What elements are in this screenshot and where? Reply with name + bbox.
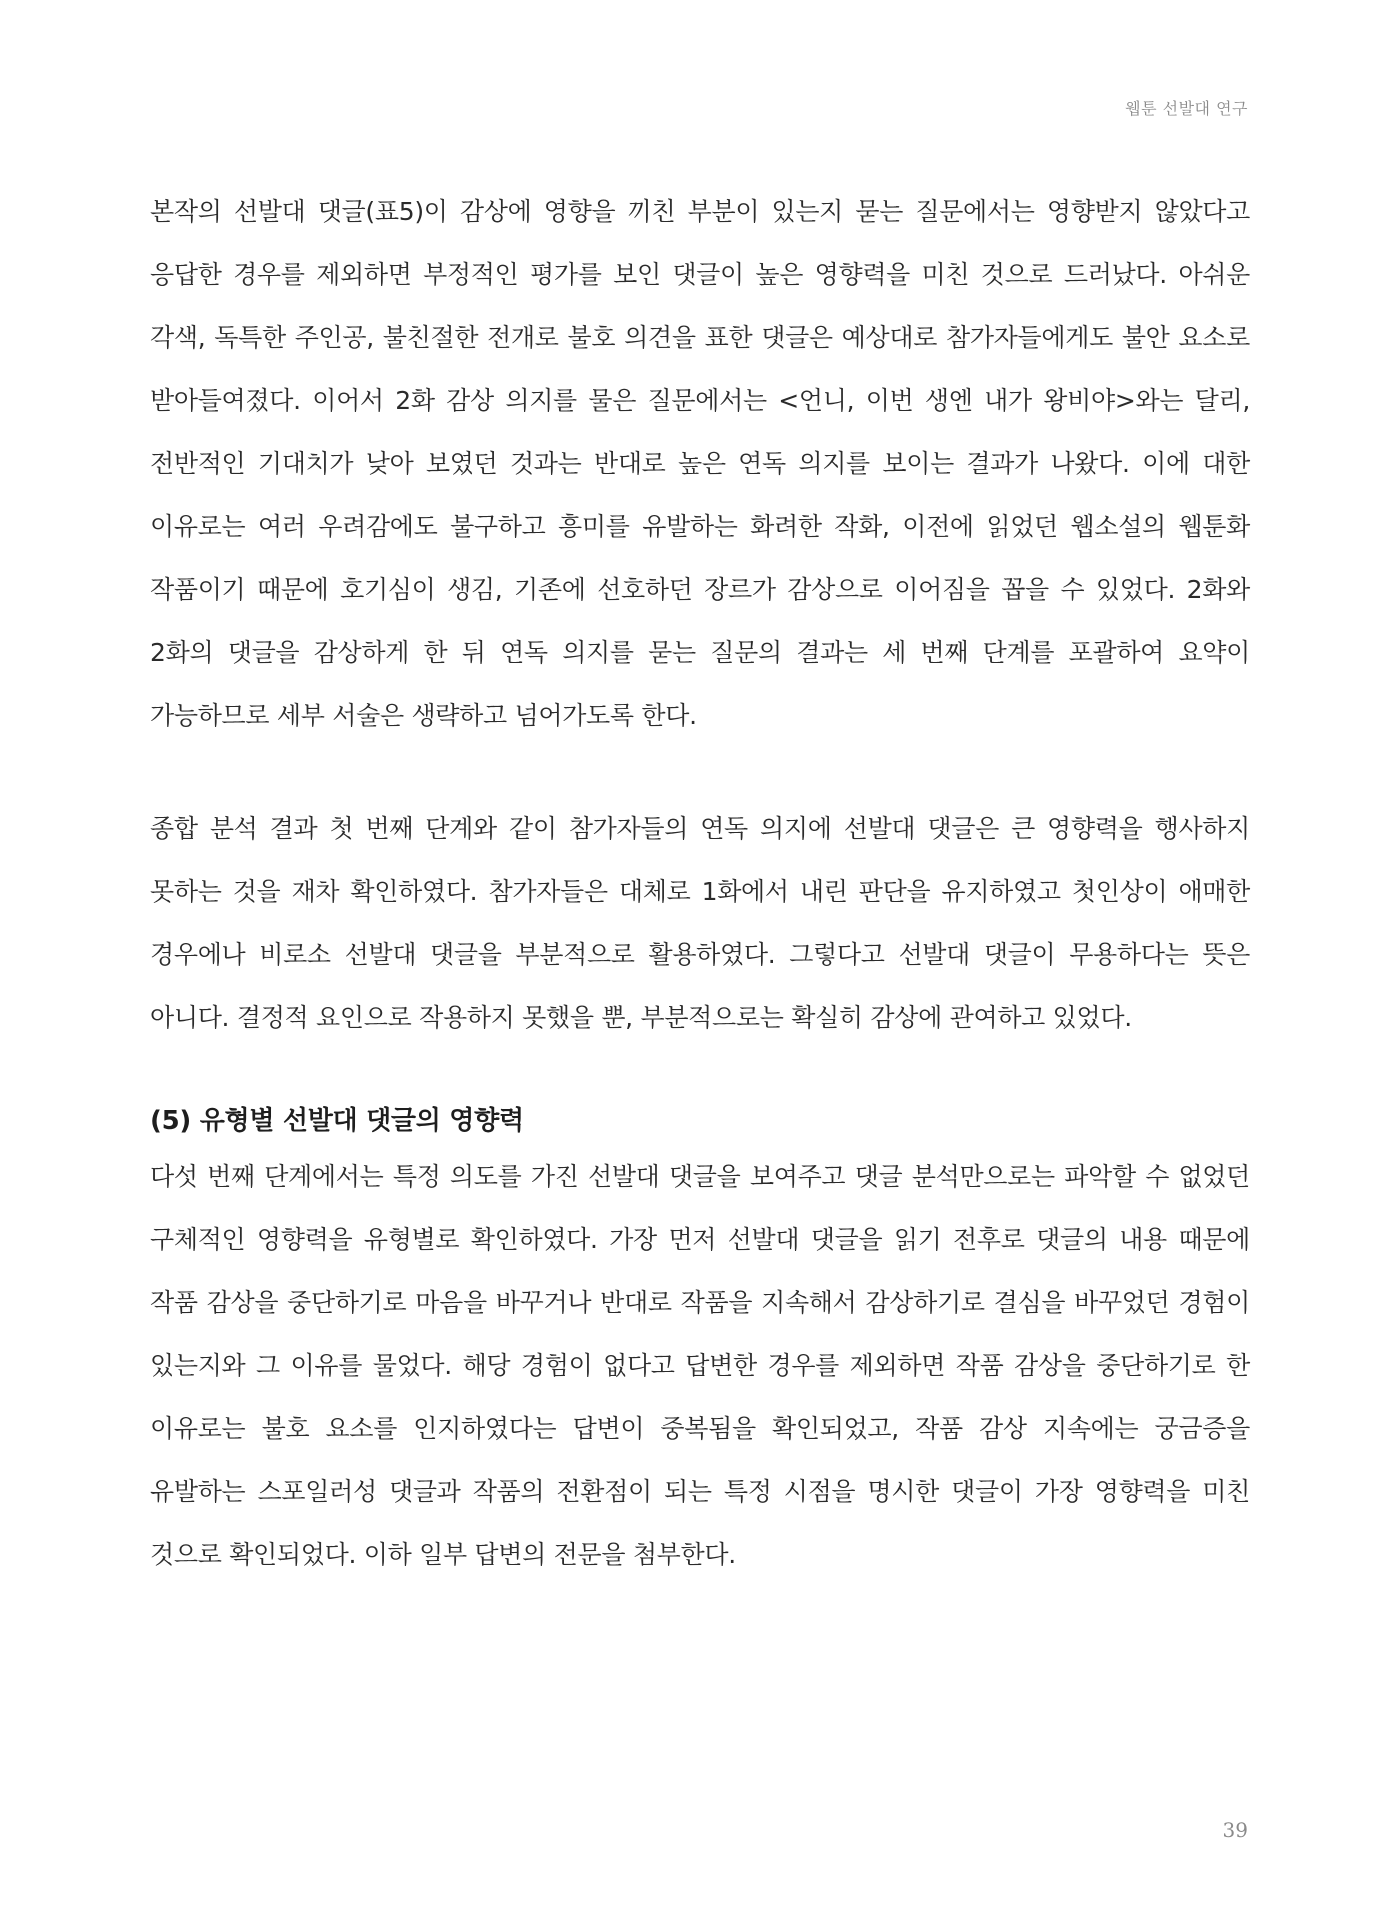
page-number: 39 bbox=[1222, 1818, 1248, 1842]
section-paragraph: 다섯 번째 단계에서는 특정 의도를 가진 선발대 댓글을 보여주고 댓글 분석만으로는 파악할 수 없었던 구체적인 영향력을 유형별로 확인하였다. 가장 먼저 선발대 댓글을 읽기 전후로 댓글의 내용 때문에 작품 감상을 중단하기로 마음을 바꾸거나 반대로 작품을 지속해서 감상하기로 결심을 바꾸었던 경험이 있는지와 그 이유를 물었다. 해당 경험이 없다고 답변한 경우를 제외하면 작품 감상을 중단하기로 한 이유로는 불호 요소를 인지하였다는 답변이 중복됨을 확인되었고, 작품 감상 지속에는 궁금증을 유발하는 스포일러성 댓글과 작품의 전환점이 되는 특정 시점을 명시한 댓글이 가장 영향력을 미친 것으로 확인되었다. 이하 일부 답변의 전문을 첨부한다. bbox=[150, 1162, 1250, 1569]
body-paragraph-2: 종합 분석 결과 첫 번째 단계와 같이 참가자들의 연독 의지에 선발대 댓글은 큰 영향력을 행사하지 못하는 것을 재차 확인하였다. 참가자들은 대체로 1화에서 내린 판단을 유지하였고 첫인상이 애매한 경우에나 비로소 선발대 댓글을 부분적으로 활용하였다. 그렇다고 선발대 댓글이 무용하다는 뜻은 아니다. 결정적 요인으로 작용하지 못했을 뿐, 부분적으로는 확실히 감상에 관여하고 있었다. bbox=[150, 814, 1250, 1032]
running-header: 웹툰 선발대 연구 bbox=[1125, 99, 1248, 118]
body-paragraph-1: 본작의 선발대 댓글(표5)이 감상에 영향을 끼친 부분이 있는지 묻는 질문에서는 영향받지 않았다고 응답한 경우를 제외하면 부정적인 평가를 보인 댓글이 높은 영향력을 미친 것으로 드러났다. 아쉬운 각색, 독특한 주인공, 불친절한 전개로 불호 의견을 표한 댓글은 예상대로 참가자들에게도 불안 요소로 받아들여졌다. 이어서 2화 감상 의지를 물은 질문에서는 <언니, 이번 생엔 내가 왕비야>와는 달리, 전반적인 기대치가 낮아 보였던 것과는 반대로 높은 연독 의지를 보이는 결과가 나왔다. 이에 대한 이유로는 여러 우려감에도 불구하고 흥미를 유발하는 화려한 작화, 이전에 읽었던 웹소설의 웹툰화 작품이기 때문에 호기심이 생김, 기존에 선호하던 장르가 감상으로 이어짐을 꼽을 수 있었다. 2화와 2화의 댓글을 감상하게 한 뒤 연독 의지를 묻는 질문의 결과는 세 번째 단계를 포괄하여 요약이 가능하므로 세부 서술은 생략하고 넘어가도록 한다. bbox=[150, 197, 1250, 730]
section-heading: (5) 유형별 선발대 댓글의 영향력 bbox=[150, 1106, 524, 1136]
page-body bbox=[150, 180, 1250, 1586]
